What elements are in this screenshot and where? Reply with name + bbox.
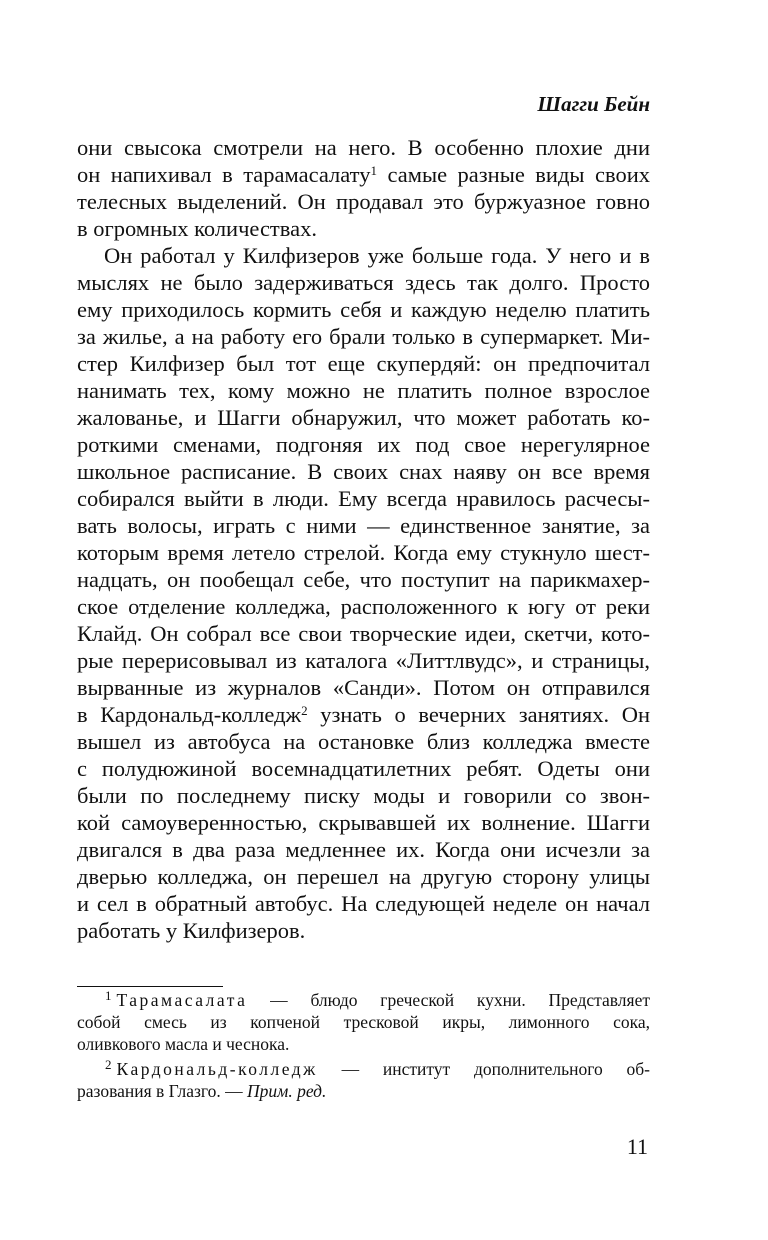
page-number: 11	[626, 1134, 648, 1159]
text-line: надцать, он пообещал себе, что поступит на парикмахер-	[77, 567, 650, 592]
text-line: Клайд. Он собрал все свои творческие идеи, скетчи, кото-	[77, 621, 650, 646]
footnote-line	[77, 989, 650, 1011]
text-line: рые перерисовывал из каталога «Литтлвудс», и страницы,	[77, 648, 650, 673]
footnote-text: — институт дополнительного об-	[341, 1059, 651, 1079]
text-line	[77, 161, 650, 188]
footnote-text: разования в Глазго. —	[77, 1081, 243, 1101]
text-line: вать волосы, играть с ними — единственное занятие, за	[77, 513, 650, 538]
editor-note: Прим. ред.	[247, 1081, 327, 1101]
footnote-number: 1	[105, 988, 112, 1003]
footnote-text: — блюдо греческой кухни. Представляет	[270, 990, 650, 1010]
text-line: они свысока смотрели на него. В особенно плохие дни	[77, 135, 650, 160]
footnote-term: Тарамасалата	[116, 990, 248, 1010]
footnote-line	[77, 1058, 650, 1080]
text-line: были по последнему писку моды и говорили со звон-	[77, 783, 650, 808]
text-line: с полудюжиной восемнадцатилетних ребят. Одеты они	[77, 756, 650, 781]
text-line	[77, 701, 650, 728]
text-fragment: самые разные виды своих	[387, 162, 651, 187]
footnote-divider	[77, 986, 223, 987]
text-line: которым время летело стрелой. Когда ему стукнуло шест-	[77, 540, 650, 565]
text-line: собирался выйти в люди. Ему всегда нравилось расчесы-	[77, 486, 650, 511]
text-line: телесных выделений. Он продавал это буржуазное говно	[77, 189, 650, 214]
footnotes	[77, 989, 650, 1102]
text-line: и сел в обратный автобус. На следующей неделе он начал	[77, 891, 650, 916]
text-line: в огромных количествах.	[77, 216, 317, 241]
text-line: двигался в два раза медленнее их. Когда они исчезли за	[77, 837, 650, 862]
text-fragment: в Кардональд-колледж	[77, 702, 302, 727]
footnote-line: оливкового масла и чеснока.	[77, 1034, 290, 1054]
text-line: жалованье, и Шагги обнаружил, что может работать ко-	[77, 405, 650, 430]
text-line: работать у Килфизеров.	[77, 918, 306, 943]
text-line: Он работал у Килфизеров уже больше года. У него и в	[104, 243, 650, 268]
text-line: нанимать тех, кому можно не платить полное взрослое	[77, 378, 650, 403]
body-text	[77, 134, 650, 944]
text-fragment: он напихивал в тарамасалату	[77, 162, 371, 187]
footnote-line: собой смесь из копченой тресковой икры, лимонного сока,	[77, 1012, 650, 1032]
text-line: вышел из автобуса на остановке близ колледжа вместе	[77, 729, 650, 754]
text-fragment: узнать о вечерних занятиях. Он	[320, 702, 650, 727]
text-line: за жилье, а на работу его брали только в супермаркет. Ми-	[77, 324, 650, 349]
footnote-term: Кардональд-колледж	[116, 1059, 318, 1079]
text-line: ему приходилось кормить себя и каждую неделю платить	[77, 297, 650, 322]
footnote-ref: 2	[301, 703, 308, 718]
text-line: вырванные из журналов «Санди». Потом он отправился	[77, 675, 650, 700]
text-line: стер Килфизер был тот еще скупердяй: он предпочитал	[77, 351, 650, 376]
text-line: роткими сменами, подгоняя их под свое нерегулярное	[77, 432, 650, 457]
footnote-ref: 1	[370, 163, 377, 178]
text-line: школьное расписание. В своих снах наяву он все время	[77, 459, 650, 484]
footnote-number: 2	[105, 1057, 112, 1072]
text-line: кой самоуверенностью, скрывавшей их волнение. Шагги	[77, 810, 650, 835]
text-line: ское отделение колледжа, расположенного к югу от реки	[77, 594, 650, 619]
text-line: дверью колледжа, он перешел на другую сторону улицы	[77, 864, 650, 889]
running-head: Шагги Бейн	[537, 92, 650, 116]
text-line: мыслях не было задерживаться здесь так долго. Просто	[77, 270, 650, 295]
footnote-line	[77, 1080, 650, 1102]
